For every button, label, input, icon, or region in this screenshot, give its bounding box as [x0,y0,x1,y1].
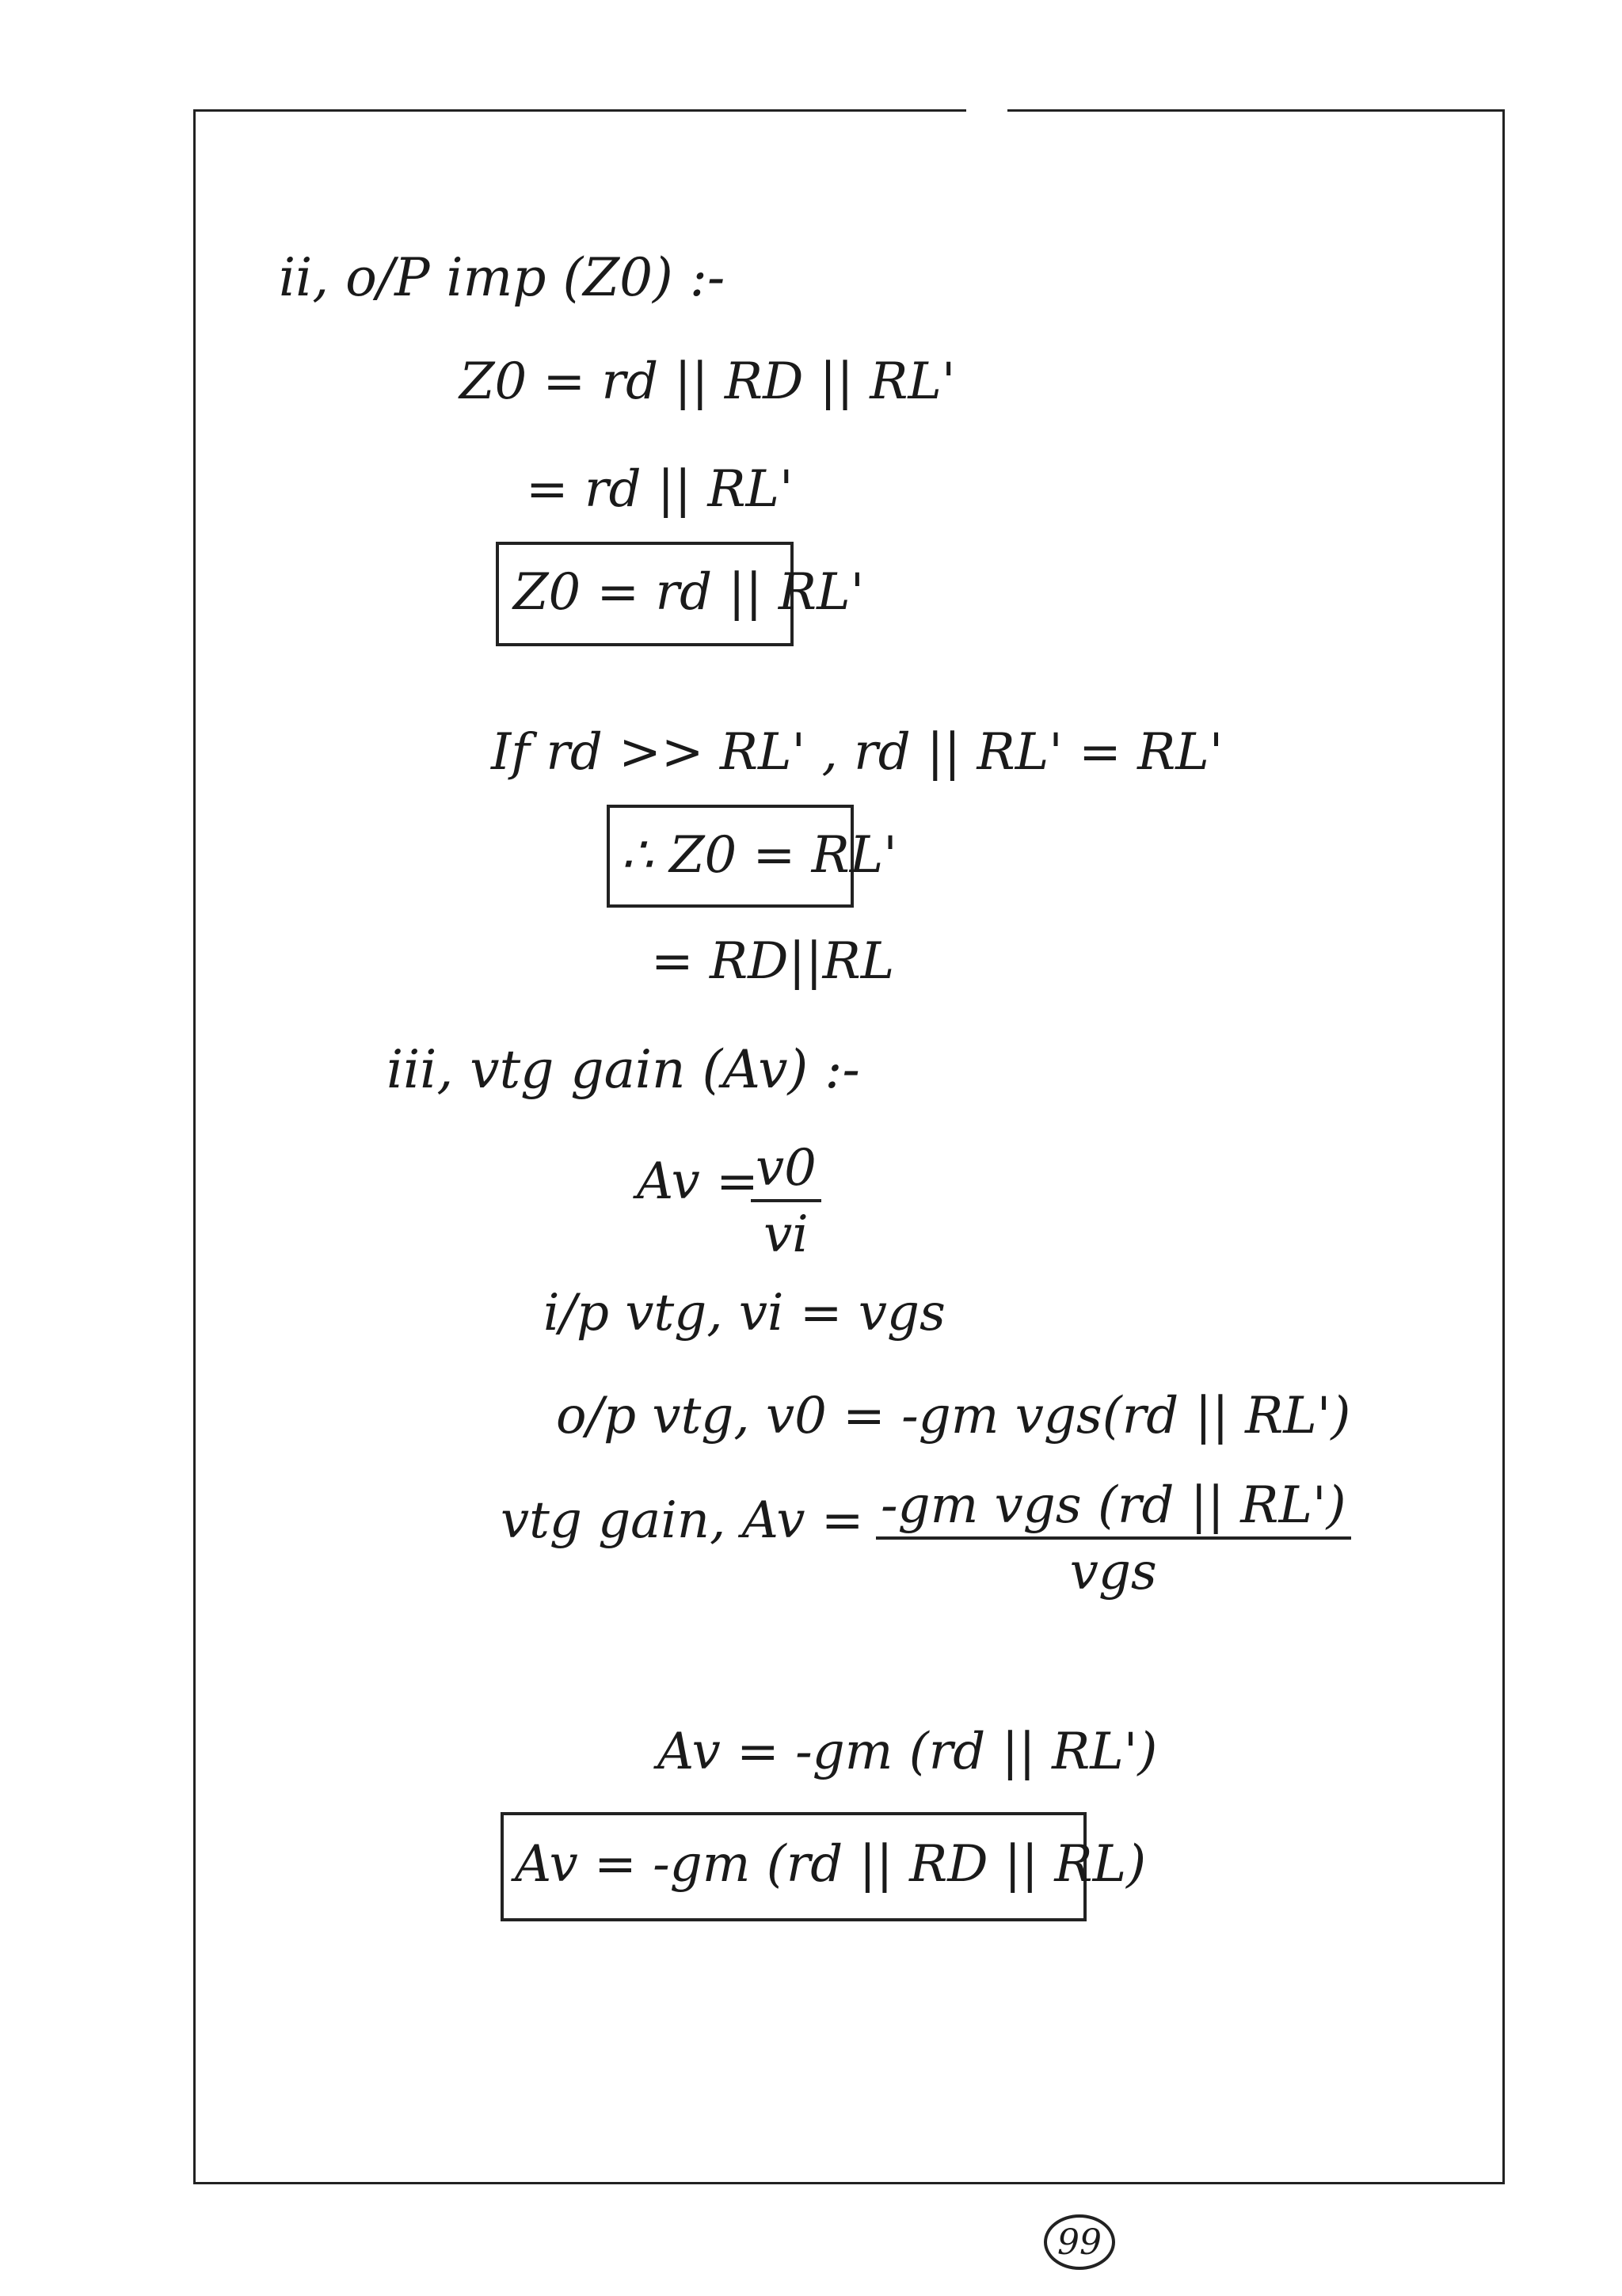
voltage-gain-heading: iii, vtg gain (Av) :- [386,1039,860,1100]
page-number: 99 [1044,2214,1115,2270]
av-result: Av = -gm (rd || RL') [657,1723,1158,1781]
input-voltage: i/p vtg, vi = vgs [543,1284,946,1342]
av-boxed-result: Av = -gm (rd || RD || RL) [515,1835,1147,1894]
gain-fraction [876,1478,1351,1601]
output-voltage: o/p vtg, v0 = -gm vgs(rd || RL') [556,1387,1351,1445]
zo-equation-3: = RD||RL [651,932,895,991]
zo-boxed-result: Z0 = rd || RL' [513,563,865,622]
zo-condition: If rd >> RL' , rd || RL' = RL' [491,723,1224,782]
page-border-gap [966,101,1007,114]
zo-equation-2: = rd || RL' [526,460,794,519]
zo-equation-1: Z0 = rd || RD || RL' [459,352,956,411]
gain-lhs: vtg gain, Av = [501,1491,864,1550]
av-definition-lhs: Av = [637,1152,759,1211]
gain-denominator: vgs [1069,1543,1157,1602]
zo-approx-result: ∴ Z0 = RL' [621,826,897,885]
gain-numerator: -gm vgs (rd || RL') [881,1476,1346,1535]
av-definition-numerator: v0 [756,1139,817,1197]
av-definition-denominator: vi [763,1205,809,1265]
av-definition-fraction [751,1140,821,1263]
output-impedance-heading: ii, o/P imp (Z0) :- [279,247,725,308]
